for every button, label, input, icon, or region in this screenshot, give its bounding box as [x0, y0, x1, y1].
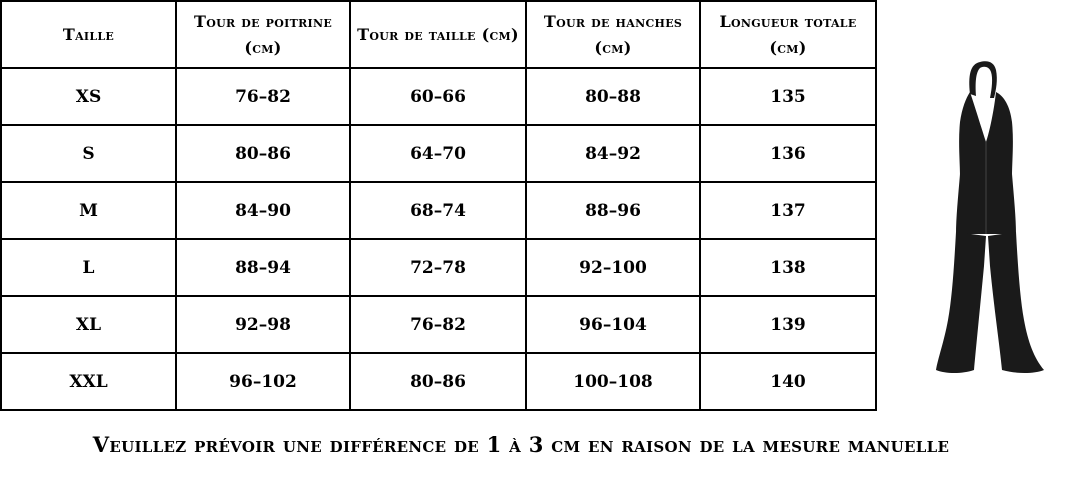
- cell-hips: 80–88: [526, 68, 700, 125]
- cell-bust: 88–94: [176, 239, 350, 296]
- table-row: [1, 68, 876, 125]
- cell-waist: 72–78: [350, 239, 526, 296]
- cell-size: XL: [1, 296, 176, 353]
- table-row: [1, 353, 876, 410]
- cell-hips: 84–92: [526, 125, 700, 182]
- cell-waist: 76–82: [350, 296, 526, 353]
- header-length: Longueur totale (cm): [700, 1, 876, 68]
- cell-waist: 80–86: [350, 353, 526, 410]
- cell-length: 140: [700, 353, 876, 410]
- table-row: [1, 125, 876, 182]
- cell-bust: 80–86: [176, 125, 350, 182]
- cell-hips: 88–96: [526, 182, 700, 239]
- cell-size: M: [1, 182, 176, 239]
- cell-bust: 96–102: [176, 353, 350, 410]
- cell-hips: 100–108: [526, 353, 700, 410]
- measurement-note: Veuillez prévoir une différence de 1 à 3 cm en raison de la mesure manuelle: [92, 432, 950, 457]
- header-hips: Tour de hanches (cm): [526, 1, 700, 68]
- cell-length: 139: [700, 296, 876, 353]
- size-chart-header-row: [1, 1, 876, 68]
- cell-size: S: [1, 125, 176, 182]
- cell-bust: 76–82: [176, 68, 350, 125]
- halter-flare-jumpsuit-icon: [936, 61, 1044, 373]
- cell-length: 135: [700, 68, 876, 125]
- cell-length: 137: [700, 182, 876, 239]
- cell-length: 138: [700, 239, 876, 296]
- cell-bust: 84–90: [176, 182, 350, 239]
- cell-bust: 92–98: [176, 296, 350, 353]
- cell-hips: 96–104: [526, 296, 700, 353]
- table-row: [1, 182, 876, 239]
- jumpsuit-product-image: [930, 58, 1050, 378]
- cell-waist: 60–66: [350, 68, 526, 125]
- table-row: [1, 239, 876, 296]
- cell-hips: 92–100: [526, 239, 700, 296]
- cell-size: XS: [1, 68, 176, 125]
- cell-waist: 68–74: [350, 182, 526, 239]
- cell-length: 136: [700, 125, 876, 182]
- header-size: Taille: [1, 1, 176, 68]
- cell-size: L: [1, 239, 176, 296]
- cell-size: XXL: [1, 353, 176, 410]
- table-row: [1, 296, 876, 353]
- header-waist: Tour de taille (cm): [350, 1, 526, 68]
- cell-waist: 64–70: [350, 125, 526, 182]
- header-bust: Tour de poitrine (cm): [176, 1, 350, 68]
